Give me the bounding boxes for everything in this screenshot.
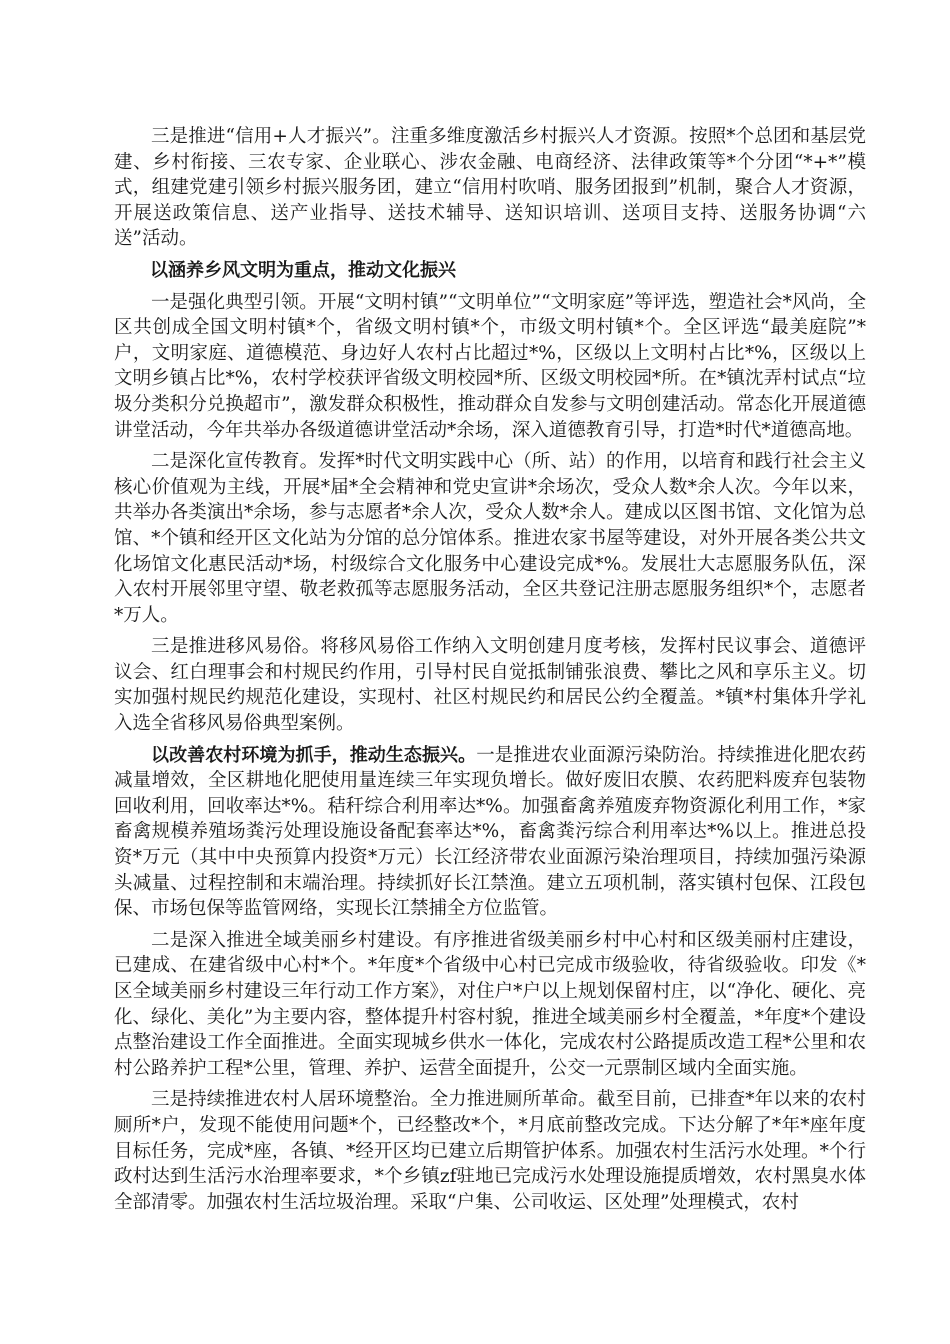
paragraph-ecology bbox=[114, 743, 866, 922]
section-heading-culture: 以涵养乡风文明为重点，推动文化振兴 bbox=[150, 259, 456, 281]
paragraph-ecology-body: 一是推进农业面源污染防治。持续推进化肥农药减量增效，全区耕地化肥使用量连续三年实现负增长。做好废旧农膜、农药肥料废弃包装物回收利用，回收率达*%。秸秆综合利用率达*%。加强畜禽养殖废弃物资源化利用工作，*家畜禽规模养殖场粪污处理设施设备配套率达*%，畜禽粪污综合利用率达*%以上。推进总投资*万元（其中中央预算内投资*万元）长江经济带农业面源污染治理项目，持续加强污染源头减量、过程控制和末端治理。持续抓好长江禁渔。建立五项机制，落实镇村包保、江段包保、市场包保等监管网络，实现长江禁捕全方位监管。 bbox=[114, 744, 866, 920]
paragraph-talent-revitalization: 三是推进“信用+人才振兴”。注重多维度激活乡村振兴人才资源。按照*个总团和基层党建、乡村衔接、三农专家、企业联心、涉农金融、电商经济、法律政策等*个分团“*+*”模式，组建党建引领乡村振兴服务团，建立“信用村吹哨、服务团报到”机制，聚合人才资源，开展送政策信息、送产业指导、送技术辅导、送知识培训、送项目支持、送服务协调“六送”活动。 bbox=[114, 126, 866, 250]
paragraph-customs-reform: 三是推进移风易俗。将移风易俗工作纳入文明创建月度考核，发挥村民议事会、道德评议会、红白理事会和村规民约作用，引导村民自觉抵制铺张浪费、攀比之风和享乐主义。切实加强村规民约规范化建设，实现村、社区村规民约和居民公约全覆盖。*镇*村集体升学礼入选全省移风易俗典型案例。 bbox=[114, 636, 866, 735]
paragraph-beautiful-village: 二是深入推进全域美丽乡村建设。有序推进省级美丽乡村中心村和区级美丽村庄建设，已建成、在建省级中心村*个。*年度*个省级中心村已完成市级验收，待省级验收。印发《*区全域美丽乡村建设三年行动工作方案》，对住户*户以上规划保留村庄，以“净化、硬化、亮化、绿化、美化”为主要内容，整体提升村容村貌，推进全域美丽乡村全覆盖，*年度*个建设点整治建设工作全面推进。全面实现城乡供水一体化，完成农村公路提质改造工程*公里和农村公路养护工程*公里，管理、养护、运营全面提升，公交一元票制区域内全面实施。 bbox=[114, 929, 866, 1079]
document-page bbox=[114, 124, 866, 1221]
section-heading-ecology: 以改善农村环境为抓手，推动生态振兴。 bbox=[151, 744, 477, 766]
paragraph-publicity-education: 二是深化宣传教育。发挥*时代文明实践中心（所、站）的作用，以培育和践行社会主义核心价值观为主线，开展*届*全会精神和党史宣讲*余场次，受众人数*余人次。今年以来，共举办各类演出*余场，参与志愿者*余人次，受众人数*余人。建成以区图书馆、文化馆为总馆、*个镇和经开区文化站为分馆的总分馆体系。推进农家书屋等建设，对外开展各类公共文化场馆文化惠民活动*场，村级综合文化服务中心建设完成*%。发展壮大志愿服务队伍，深入农村开展邻里守望、敬老救孤等志愿服务活动，全区共登记注册志愿服务组织*个，志愿者*万人。 bbox=[114, 451, 866, 626]
paragraph-model-guidance: 一是强化典型引领。开展“文明村镇”“文明单位”“文明家庭”等评选，塑造社会*风尚，全区共创成全国文明村镇*个，省级文明村镇*个，市级文明村镇*个。全区评选“最美庭院”*户，文明家庭、道德模范、身边好人农村占比超过*%，区级以上文明村占比*%，区级以上文明乡镇占比*%，农村学校获评省级文明校园*所、区级文明校园*所。在*镇沈弄村试点“垃圾分类积分兑换超市”，激发群众积极性，推动群众自发参与文明创建活动。常态化开展道德讲堂活动，今年共举办各级道德讲堂活动*余场，深入道德教育引导，打造*时代*道德高地。 bbox=[114, 291, 866, 441]
paragraph-living-environment: 三是持续推进农村人居环境整治。全力推进厕所革命。截至目前，已排查*年以来的农村厕所*户，发现不能使用问题*个，已经整改*个，*月底前整改完成。下达分解了*年*座年度目标任务，完成*座，各镇、*经开区均已建立后期管护体系。加强农村生活污水处理。*个行政村达到生活污水治理率要求，*个乡镇zf驻地已完成污水处理设施提质增效，农村黑臭水体全部清零。加强农村生活垃圾治理。采取“户集、公司收运、区处理”处理模式，农村 bbox=[114, 1089, 866, 1213]
